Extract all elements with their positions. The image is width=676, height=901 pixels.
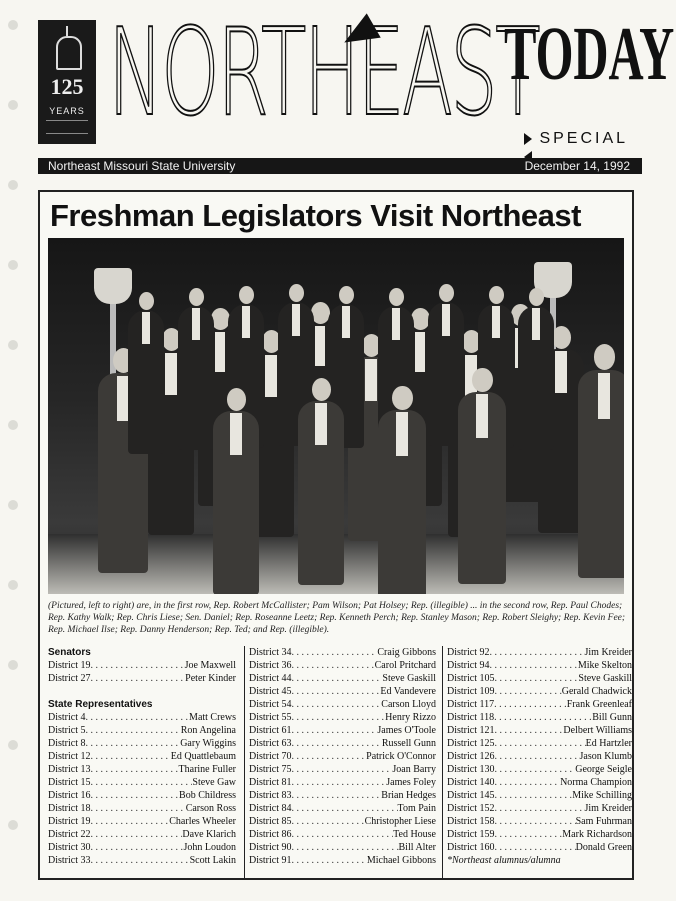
legislator-name: Steve Gaskill bbox=[382, 673, 436, 684]
legislator-row bbox=[447, 802, 632, 815]
binder-hole bbox=[8, 660, 18, 670]
district-label: District 81 bbox=[249, 777, 292, 788]
legislator-name: Gary Wiggins bbox=[180, 738, 236, 749]
district-label: District 5 bbox=[48, 725, 86, 736]
district-label: District 15 bbox=[48, 777, 91, 788]
seal-text: YEARS bbox=[49, 106, 85, 116]
legislator-name: Charles Wheeler bbox=[169, 816, 236, 827]
legislator-row bbox=[48, 828, 236, 841]
district-label: District 158 bbox=[447, 816, 495, 827]
edition-title: TODAY bbox=[504, 12, 675, 96]
legislator-name: Carson Ross bbox=[185, 803, 236, 814]
dot-leader bbox=[91, 659, 185, 672]
dot-leader bbox=[292, 698, 382, 711]
legislator-name: Carol Pritchard bbox=[374, 660, 436, 671]
legislator-row bbox=[48, 802, 236, 815]
legislator-name: Dave Klarich bbox=[182, 829, 236, 840]
dot-leader bbox=[490, 646, 585, 659]
district-label: District 117 bbox=[447, 699, 495, 710]
dot-leader bbox=[292, 763, 393, 776]
nameplate-logo: NORTHEAST bbox=[108, 4, 539, 143]
district-label: District 86 bbox=[249, 829, 292, 840]
legislator-name: Steve Gaskill bbox=[578, 673, 632, 684]
district-label: District 44 bbox=[249, 673, 292, 684]
dot-leader bbox=[91, 750, 171, 763]
district-label: District 4 bbox=[48, 712, 86, 723]
legislator-row bbox=[249, 672, 436, 685]
binder-hole bbox=[8, 20, 18, 30]
legislator-row bbox=[447, 789, 632, 802]
dot-leader bbox=[292, 802, 398, 815]
legislator-row bbox=[48, 750, 236, 763]
district-label: District 12 bbox=[48, 751, 91, 762]
list-column-1 bbox=[48, 646, 236, 878]
legislator-row bbox=[48, 737, 236, 750]
legislator-row bbox=[447, 659, 632, 672]
legislator-name: Peter Kinder bbox=[185, 673, 236, 684]
legislator-row bbox=[249, 776, 436, 789]
legislator-row bbox=[48, 672, 236, 685]
legislator-name: Henry Rizzo bbox=[385, 712, 436, 723]
reps-list-1 bbox=[48, 711, 236, 867]
dot-leader bbox=[292, 789, 382, 802]
legislator-name: Patrick O'Connor bbox=[366, 751, 436, 762]
binder-hole bbox=[8, 260, 18, 270]
legislator-name: Norma Champion bbox=[560, 777, 632, 788]
legislator-row bbox=[48, 763, 236, 776]
district-label: District 83 bbox=[249, 790, 292, 801]
legislator-name: Brian Hedges bbox=[381, 790, 436, 801]
dot-leader bbox=[91, 841, 184, 854]
legislator-row bbox=[447, 646, 632, 659]
dot-leader bbox=[292, 737, 382, 750]
binder-hole bbox=[8, 580, 18, 590]
legislator-row bbox=[447, 776, 632, 789]
legislator-name: Sam Fuhrman bbox=[575, 816, 632, 827]
legislator-row bbox=[447, 815, 632, 828]
dome-icon bbox=[56, 36, 82, 70]
legislator-name: Delbert Williams bbox=[563, 725, 632, 736]
lamp-left bbox=[94, 268, 132, 304]
dot-leader bbox=[91, 776, 193, 789]
district-label: District 18 bbox=[48, 803, 91, 814]
legislator-name: Frank Greenleaf bbox=[566, 699, 632, 710]
binder-hole bbox=[8, 180, 18, 190]
legislator-row bbox=[249, 698, 436, 711]
legislator-row bbox=[48, 854, 236, 867]
legislator-name: Craig Gibbons bbox=[377, 647, 436, 658]
legislator-row bbox=[249, 711, 436, 724]
reps-heading: State Representatives bbox=[48, 699, 153, 710]
legislator-row bbox=[249, 841, 436, 854]
legislator-row bbox=[48, 776, 236, 789]
district-label: District 30 bbox=[48, 842, 91, 853]
district-label: District 45 bbox=[249, 686, 292, 697]
legislator-name: Joan Barry bbox=[392, 764, 436, 775]
dateline-bar bbox=[38, 158, 642, 174]
legislator-name: Jim Kreider bbox=[584, 647, 632, 658]
legislator-name: Bill Alter bbox=[398, 842, 436, 853]
district-label: District 145 bbox=[447, 790, 495, 801]
dot-leader bbox=[292, 659, 375, 672]
district-label: District 13 bbox=[48, 764, 91, 775]
legislator-name: Bill Gunn bbox=[592, 712, 632, 723]
legislator-name: Jason Klumb bbox=[579, 751, 632, 762]
legislator-row bbox=[48, 841, 236, 854]
district-label: District 84 bbox=[249, 803, 292, 814]
dot-leader bbox=[495, 763, 576, 776]
dot-leader bbox=[495, 750, 580, 763]
legislator-name: Tharine Fuller bbox=[178, 764, 236, 775]
legislator-name: Scott Lakin bbox=[189, 855, 236, 866]
dot-leader bbox=[292, 854, 367, 867]
legislator-row bbox=[447, 724, 632, 737]
dot-leader bbox=[495, 815, 576, 828]
legislator-row bbox=[249, 659, 436, 672]
binder-hole bbox=[8, 100, 18, 110]
legislator-row bbox=[249, 763, 436, 776]
legislator-lists bbox=[48, 646, 632, 878]
legislator-row bbox=[447, 737, 632, 750]
reps-list-2 bbox=[249, 646, 436, 867]
dot-leader bbox=[292, 828, 394, 841]
triangle-right-icon bbox=[524, 133, 532, 145]
spacer bbox=[48, 685, 236, 698]
district-label: District 140 bbox=[447, 777, 495, 788]
legislator-name: Steve Gaw bbox=[192, 777, 236, 788]
dot-leader bbox=[91, 828, 183, 841]
photo-caption: (Pictured, left to right) are, in the first row, Rep. Robert McCallister; Pam Wilson; Pat Holsey; Rep. (illegible) ... in the second row, Rep. Paul Chodes; Rep. Kathy Walk; Rep. Chris Liese; Sen. Daniel; Rep. Roseanne Leetz; Rep. Kenneth Perch; Rep. Stanley Mason; Rep. Robert Sleighy; Rep. Kevin Fee; Rep. Michael Ilse; Rep. Danny Henderson; Rep. Ted; and Rep. (illegible). bbox=[48, 601, 626, 635]
district-label: District 55 bbox=[249, 712, 292, 723]
legislator-name: George Seigle bbox=[575, 764, 632, 775]
dot-leader bbox=[86, 724, 181, 737]
district-label: District 160 bbox=[447, 842, 495, 853]
binder-holes bbox=[8, 20, 22, 880]
district-label: District 22 bbox=[48, 829, 91, 840]
district-label: District 61 bbox=[249, 725, 292, 736]
district-label: District 152 bbox=[447, 803, 495, 814]
district-label: District 34 bbox=[249, 647, 292, 658]
binder-hole bbox=[8, 420, 18, 430]
district-label: District 19 bbox=[48, 660, 91, 671]
dot-leader bbox=[494, 698, 567, 711]
headline: Freshman Legislators Visit Northeast bbox=[50, 198, 581, 233]
legislator-name: Mark Richardson bbox=[562, 829, 632, 840]
district-label: District 125 bbox=[447, 738, 495, 749]
dot-leader bbox=[495, 828, 563, 841]
dot-leader bbox=[91, 802, 186, 815]
legislator-row bbox=[48, 711, 236, 724]
dot-leader bbox=[495, 737, 586, 750]
dot-leader bbox=[495, 685, 562, 698]
legislator-name: Ed Hartzler bbox=[585, 738, 632, 749]
legislator-row bbox=[249, 828, 436, 841]
dot-leader bbox=[292, 815, 365, 828]
dot-leader bbox=[292, 841, 399, 854]
dot-leader bbox=[292, 711, 386, 724]
dot-leader bbox=[495, 776, 561, 789]
list-column-2 bbox=[244, 646, 436, 878]
legislator-row bbox=[447, 750, 632, 763]
district-label: District 27 bbox=[48, 673, 91, 684]
senators-list bbox=[48, 659, 236, 685]
legislator-name: James Foley bbox=[386, 777, 436, 788]
dot-leader bbox=[292, 724, 378, 737]
district-label: District 54 bbox=[249, 699, 292, 710]
legislator-row bbox=[447, 672, 632, 685]
legislator-row bbox=[447, 828, 632, 841]
legislator-row bbox=[249, 789, 436, 802]
binder-hole bbox=[8, 340, 18, 350]
dot-leader bbox=[490, 659, 578, 672]
legislator-name: Ron Angelina bbox=[180, 725, 236, 736]
dot-leader bbox=[292, 646, 378, 659]
district-label: District 105 bbox=[447, 673, 495, 684]
binder-hole bbox=[8, 500, 18, 510]
list-column-3 bbox=[442, 646, 632, 878]
district-label: District 130 bbox=[447, 764, 495, 775]
dot-leader bbox=[495, 802, 585, 815]
legislator-name: Joe Maxwell bbox=[184, 660, 236, 671]
legislator-name: John Loudon bbox=[183, 842, 236, 853]
reps-list-3 bbox=[447, 646, 632, 854]
legislator-name: Ed Quattlebaum bbox=[170, 751, 236, 762]
district-label: District 94 bbox=[447, 660, 490, 671]
district-label: District 8 bbox=[48, 738, 86, 749]
group-photo bbox=[48, 238, 624, 594]
special-text: SPECIAL bbox=[539, 130, 628, 147]
dot-leader bbox=[91, 815, 170, 828]
legislator-row bbox=[249, 854, 436, 867]
legislator-row bbox=[447, 711, 632, 724]
legislator-name: Gerald Chadwick bbox=[561, 686, 632, 697]
issue-date: December 14, 1992 bbox=[524, 159, 630, 173]
legislator-row bbox=[249, 802, 436, 815]
district-label: District 33 bbox=[48, 855, 91, 866]
dot-leader bbox=[91, 789, 180, 802]
district-label: District 75 bbox=[249, 764, 292, 775]
dot-leader bbox=[91, 672, 186, 685]
dot-leader bbox=[292, 776, 387, 789]
legislator-row bbox=[249, 750, 436, 763]
legislator-name: Mike Skelton bbox=[577, 660, 632, 671]
binder-hole bbox=[8, 740, 18, 750]
legislator-row bbox=[48, 724, 236, 737]
legislator-name: Donald Green bbox=[575, 842, 632, 853]
institution-name: Northeast Missouri State University bbox=[48, 159, 236, 173]
dot-leader bbox=[495, 724, 564, 737]
district-label: District 16 bbox=[48, 790, 91, 801]
district-label: District 109 bbox=[447, 686, 495, 697]
district-label: District 90 bbox=[249, 842, 292, 853]
dot-leader bbox=[292, 750, 367, 763]
dot-leader bbox=[292, 672, 383, 685]
legislator-row bbox=[249, 685, 436, 698]
dot-leader bbox=[292, 685, 381, 698]
legislator-row bbox=[447, 685, 632, 698]
district-label: District 36 bbox=[249, 660, 292, 671]
district-label: District 85 bbox=[249, 816, 292, 827]
legislator-name: Michael Gibbons bbox=[366, 855, 436, 866]
legislator-row bbox=[48, 815, 236, 828]
legislator-name: Matt Crews bbox=[189, 712, 236, 723]
alumni-note: *Northeast alumnus/alumna bbox=[447, 855, 561, 866]
legislator-name: Ed Vandevere bbox=[380, 686, 436, 697]
legislator-name: Bob Childress bbox=[179, 790, 236, 801]
district-label: District 118 bbox=[447, 712, 495, 723]
district-label: District 91 bbox=[249, 855, 292, 866]
legislator-row bbox=[249, 815, 436, 828]
binder-hole bbox=[8, 820, 18, 830]
legislator-name: Christopher Liese bbox=[364, 816, 436, 827]
dot-leader bbox=[91, 763, 179, 776]
district-label: District 159 bbox=[447, 829, 495, 840]
dot-leader bbox=[495, 672, 579, 685]
district-label: District 92 bbox=[447, 647, 490, 658]
dot-leader bbox=[86, 737, 181, 750]
legislator-name: Mike Schilling bbox=[572, 790, 632, 801]
legislator-name: Jim Kreider bbox=[584, 803, 632, 814]
anniversary-seal-logo bbox=[38, 20, 96, 144]
district-label: District 121 bbox=[447, 725, 495, 736]
legislator-name: Tom Pain bbox=[397, 803, 436, 814]
district-label: District 126 bbox=[447, 751, 495, 762]
dot-leader bbox=[91, 854, 190, 867]
legislator-row bbox=[249, 646, 436, 659]
legislator-row bbox=[447, 841, 632, 854]
district-label: District 70 bbox=[249, 751, 292, 762]
legislator-name: Carson Lloyd bbox=[381, 699, 436, 710]
dot-leader bbox=[86, 711, 190, 724]
legislator-name: Ted House bbox=[393, 829, 436, 840]
dot-leader bbox=[495, 841, 576, 854]
legislator-name: Russell Gunn bbox=[381, 738, 436, 749]
legislator-row bbox=[249, 724, 436, 737]
dot-leader bbox=[495, 789, 573, 802]
seal-number: 125 bbox=[50, 74, 84, 99]
senators-heading: Senators bbox=[48, 647, 91, 658]
district-label: District 63 bbox=[249, 738, 292, 749]
legislator-row bbox=[447, 763, 632, 776]
masthead bbox=[38, 4, 675, 154]
legislator-row bbox=[48, 789, 236, 802]
legislator-row bbox=[249, 737, 436, 750]
dot-leader bbox=[494, 711, 592, 724]
legislator-row bbox=[48, 659, 236, 672]
legislator-name: James O'Toole bbox=[377, 725, 436, 736]
district-label: District 19 bbox=[48, 816, 91, 827]
legislator-row bbox=[447, 698, 632, 711]
seal-rule bbox=[46, 120, 88, 134]
